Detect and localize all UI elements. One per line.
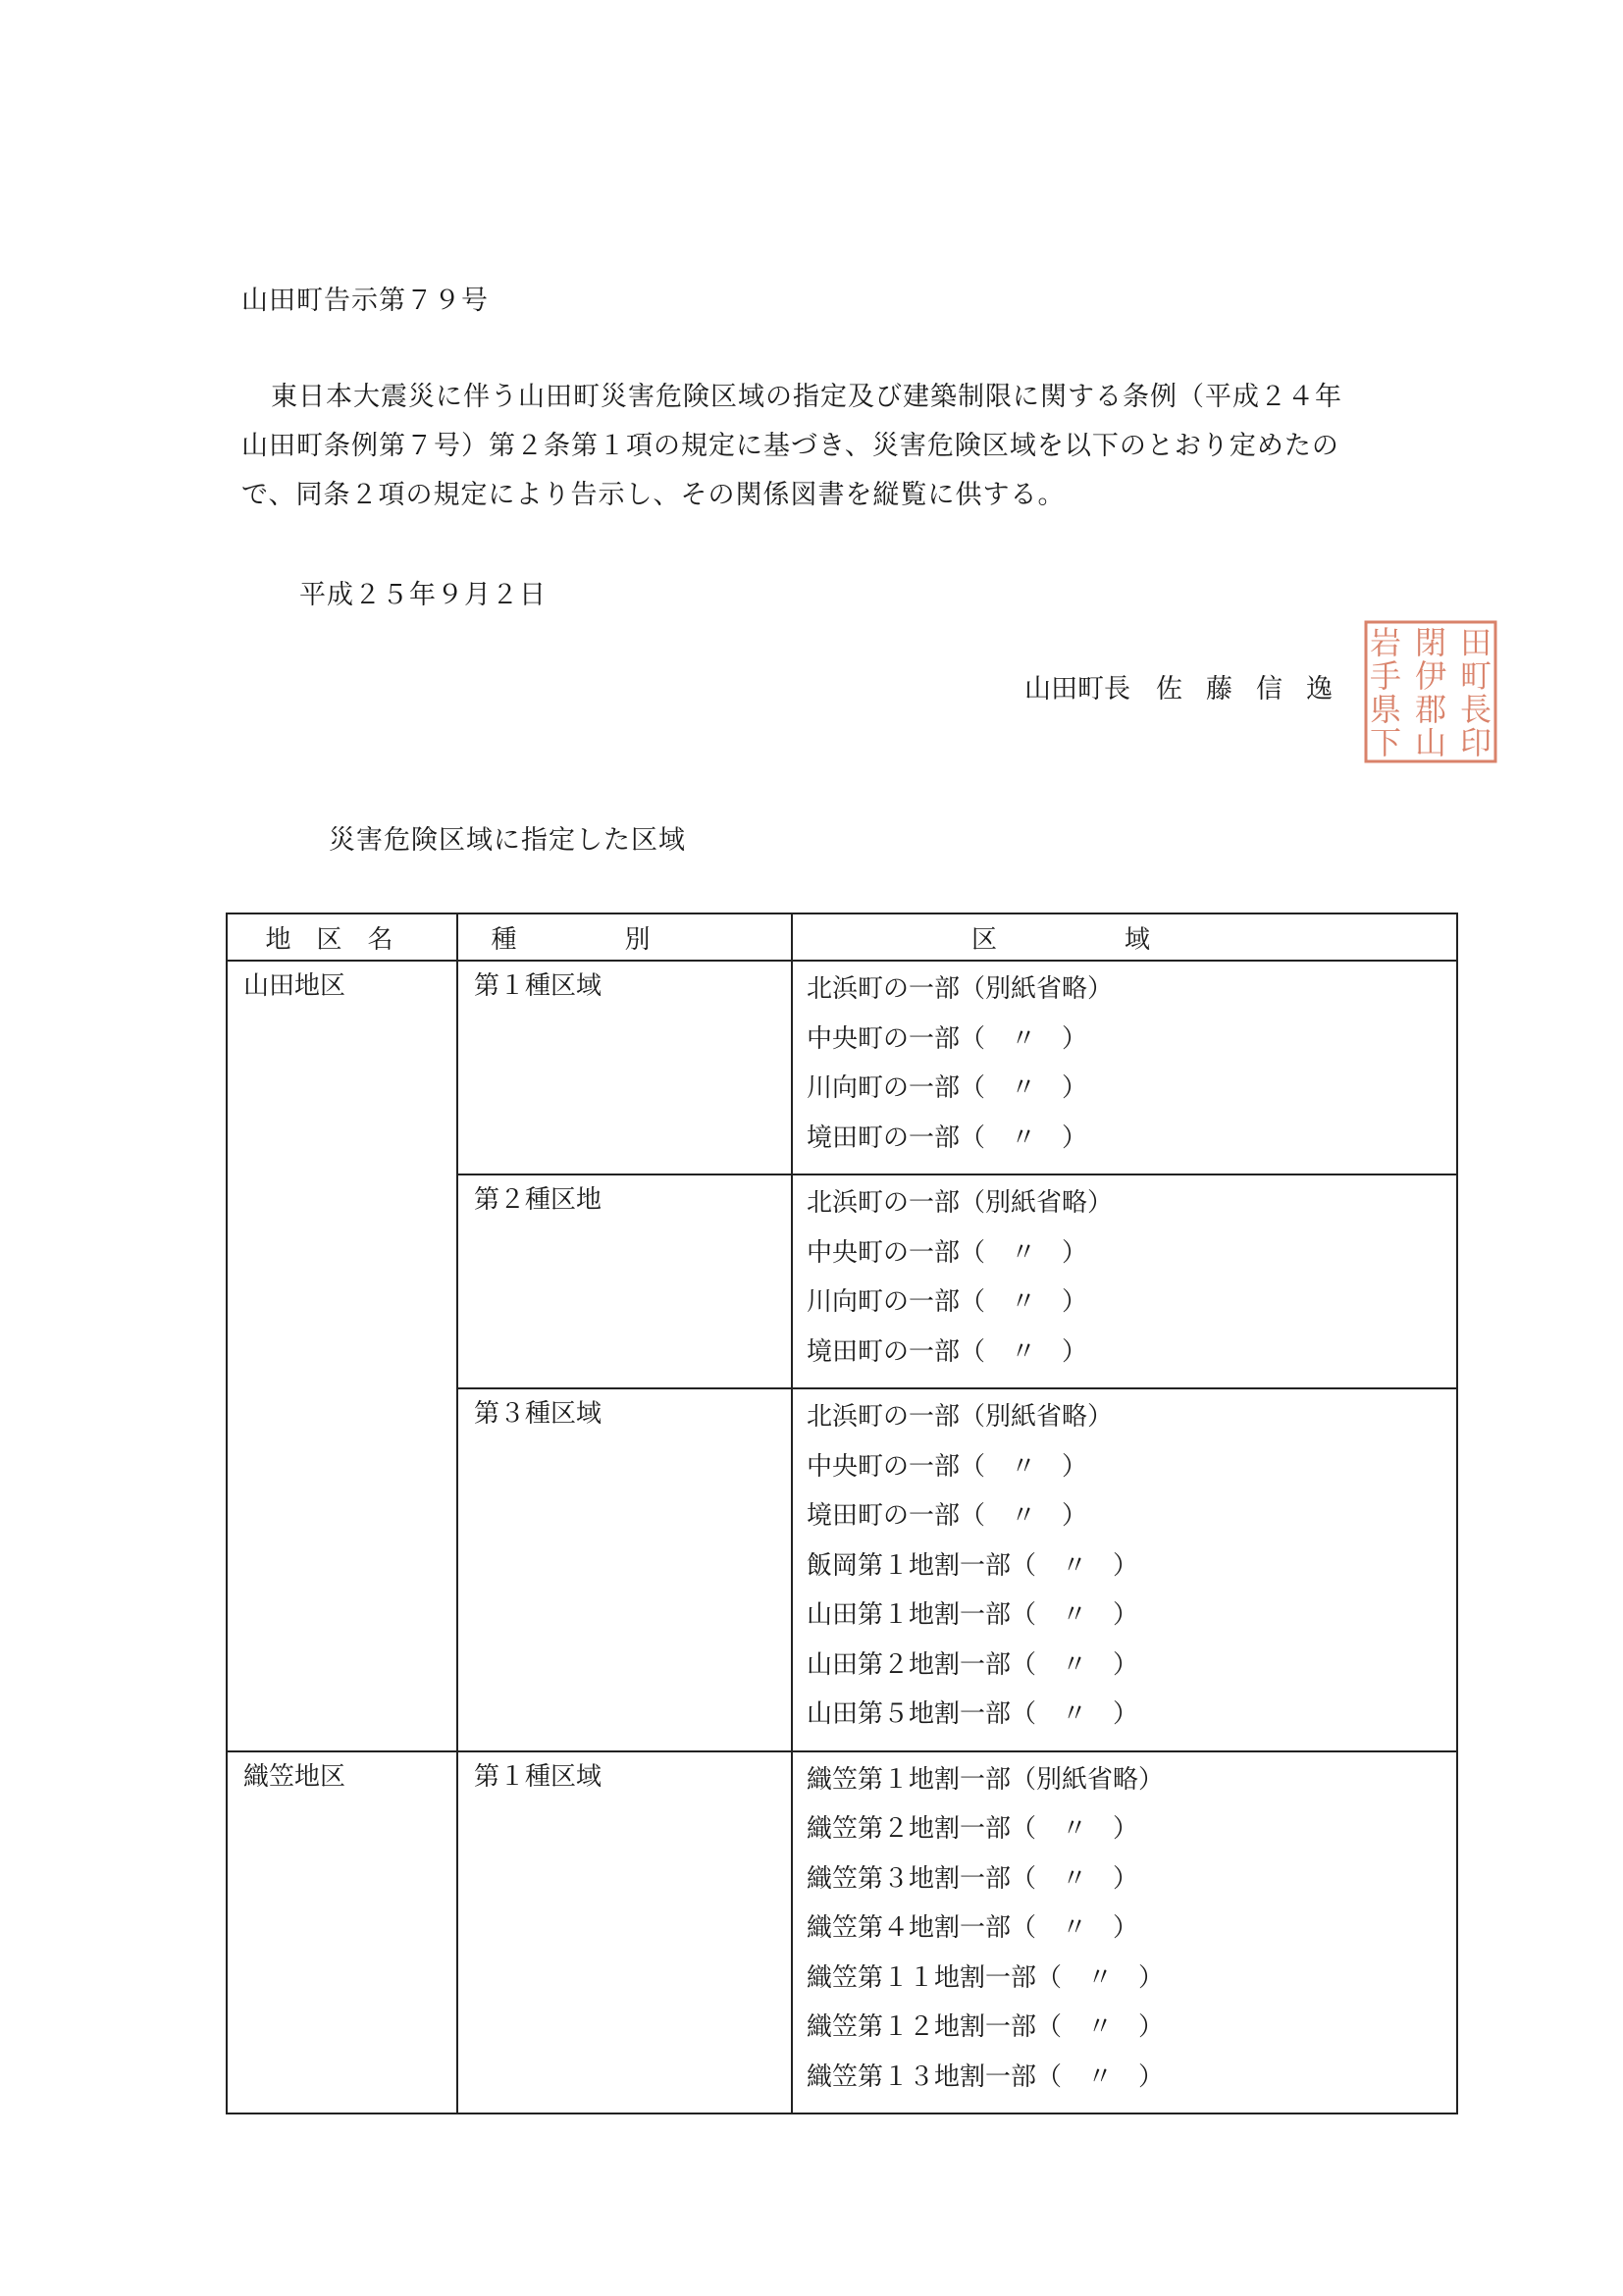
seal-char: 山 [1414, 724, 1447, 761]
seal-char: 県 [1369, 691, 1402, 728]
district-cell [227, 1751, 457, 2114]
table-caption: 災害危険区域に指定した区域 [329, 825, 686, 856]
area-item: 中央町の一部（ 〃 ） [807, 1023, 1088, 1054]
header-type: 種別 [457, 913, 792, 961]
type-cell [457, 1174, 792, 1388]
area-item: 織笠第４地割一部（ 〃 ） [807, 1913, 1139, 1943]
zone-table [226, 913, 1458, 2114]
seal-char: 伊 [1414, 657, 1447, 695]
area-item: 飯岡第１地割一部（ 〃 ） [807, 1550, 1139, 1581]
area-item: 山田第２地割一部（ 〃 ） [807, 1649, 1139, 1680]
seal-char: 田 [1459, 624, 1492, 661]
body-line: で、同条２項の規定により告示し、その関係図書を縦覧に供する。 [241, 480, 1066, 510]
area-item: 境田町の一部（ 〃 ） [807, 1501, 1088, 1531]
notice-date: 平成２５年９月２日 [299, 580, 547, 610]
area-item: 山田第１地割一部（ 〃 ） [807, 1600, 1139, 1630]
area-item: 境田町の一部（ 〃 ） [807, 1122, 1088, 1153]
official-seal-icon [1362, 618, 1499, 765]
area-item: 川向町の一部（ 〃 ） [807, 1073, 1088, 1103]
type-cell [457, 1388, 792, 1751]
notice-body [241, 373, 1419, 520]
seal-char: 手 [1369, 657, 1402, 695]
header-district: 地区名 [227, 913, 457, 961]
area-cell [792, 961, 1457, 1174]
district-name: 山田地区 [243, 971, 346, 1001]
area-item: 織笠第３地割一部（ 〃 ） [807, 1863, 1139, 1894]
area-item: 北浜町の一部（別紙省略） [807, 1402, 1114, 1432]
area-cell [792, 1174, 1457, 1388]
area-item: 北浜町の一部（別紙省略） [807, 1188, 1114, 1218]
area-item: 中央町の一部（ 〃 ） [807, 1237, 1088, 1268]
table-header-row [227, 913, 1457, 961]
seal-char: 下 [1369, 724, 1402, 761]
area-cell [792, 1388, 1457, 1751]
district-cell [227, 961, 457, 1751]
area-cell [792, 1751, 1457, 2114]
seal-char: 町 [1459, 657, 1492, 695]
table-row [227, 1751, 1457, 2114]
type-cell [457, 1751, 792, 2114]
seal-char: 岩 [1369, 624, 1402, 661]
notice-number: 山田町告示第７９号 [241, 286, 489, 316]
area-item: 織笠第２地割一部（ 〃 ） [807, 1814, 1139, 1844]
area-item: 北浜町の一部（別紙省略） [807, 974, 1114, 1004]
area-item: 山田第５地割一部（ 〃 ） [807, 1699, 1139, 1729]
area-item: 織笠第１１地割一部（ 〃 ） [807, 1962, 1165, 1993]
area-item: 織笠第１２地割一部（ 〃 ） [807, 2012, 1165, 2042]
seal-char: 長 [1459, 691, 1492, 728]
district-name: 織笠地区 [243, 1761, 346, 1792]
zone-type: 第３種区域 [474, 1399, 602, 1429]
zone-type: 第１種区域 [474, 1761, 602, 1792]
body-line: 東日本大震災に伴う山田町災害危険区域の指定及び建築制限に関する条例（平成２４年 [271, 382, 1342, 412]
table-row [227, 961, 1457, 1174]
area-item: 織笠第１３地割一部（ 〃 ） [807, 2061, 1165, 2092]
seal-char: 閉 [1414, 624, 1447, 661]
seal-char: 印 [1459, 724, 1492, 761]
signer-name: 佐藤信逸 [1156, 674, 1356, 704]
zone-type: 第１種区域 [474, 971, 602, 1001]
zone-type: 第２種区地 [474, 1185, 602, 1215]
area-item: 境田町の一部（ 〃 ） [807, 1336, 1088, 1367]
area-item: 中央町の一部（ 〃 ） [807, 1451, 1088, 1482]
type-cell [457, 961, 792, 1174]
area-item: 織笠第１地割一部（別紙省略） [807, 1764, 1165, 1795]
area-item: 川向町の一部（ 〃 ） [807, 1287, 1088, 1317]
signer [1024, 667, 1356, 705]
header-area: 区域 [792, 913, 1457, 961]
seal-char: 郡 [1414, 691, 1447, 728]
body-line: 山田町条例第７号）第２条第１項の規定に基づき、災害危険区域を以下のとおり定めたの [241, 431, 1339, 461]
signer-title: 山田町長 [1024, 674, 1130, 704]
